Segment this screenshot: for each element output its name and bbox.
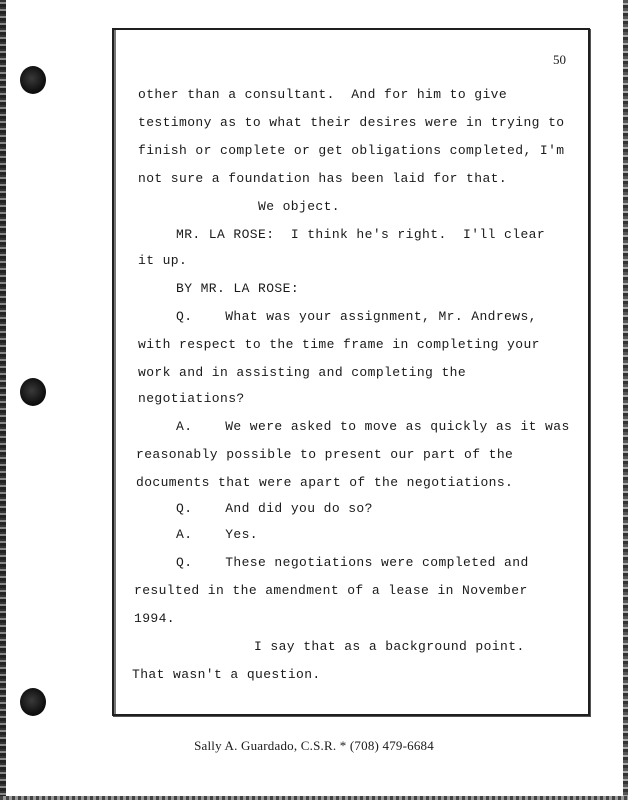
punch-hole-middle bbox=[20, 378, 46, 406]
transcript-line: Q. These negotiations were completed and bbox=[176, 555, 529, 570]
transcript-line: finish or complete or get obligations completed, I'm bbox=[138, 143, 565, 158]
transcript-line: it up. bbox=[138, 253, 188, 268]
transcript-line: negotiations? bbox=[138, 391, 245, 406]
transcript-page bbox=[112, 28, 590, 716]
scan-edge-bottom bbox=[0, 796, 628, 800]
transcript-line: not sure a foundation has been laid for that. bbox=[138, 171, 508, 186]
scan-edge-left bbox=[0, 0, 6, 800]
transcript-line: A. We were asked to move as quickly as it was bbox=[176, 419, 570, 434]
transcript-line: That wasn't a question. bbox=[132, 667, 321, 682]
reporter-footer: Sally A. Guardado, C.S.R. * (708) 479-6684 bbox=[194, 738, 434, 753]
punch-hole-top bbox=[20, 66, 46, 94]
transcript-line: reasonably possible to present our part of the bbox=[136, 447, 514, 462]
transcript-line: other than a consultant. And for him to give bbox=[138, 87, 508, 102]
transcript-line: with respect to the time frame in completing your bbox=[138, 337, 540, 352]
punch-hole-bottom bbox=[20, 688, 46, 716]
transcript-line: MR. LA ROSE: I think he's right. I'll clear bbox=[176, 227, 546, 242]
transcript-line: Q. And did you do so? bbox=[176, 501, 373, 516]
transcript-line: resulted in the amendment of a lease in November bbox=[134, 583, 528, 598]
scan-edge-right bbox=[623, 0, 628, 800]
transcript-line: Q. What was your assignment, Mr. Andrews, bbox=[176, 309, 537, 324]
transcript-line: 1994. bbox=[134, 611, 176, 626]
transcript-line: work and in assisting and completing the bbox=[138, 365, 467, 380]
transcript-line: documents that were apart of the negotiations. bbox=[136, 475, 514, 490]
transcript-line: I say that as a background point. bbox=[254, 639, 525, 654]
transcript-line: BY MR. LA ROSE: bbox=[176, 281, 300, 296]
transcript-line: We object. bbox=[258, 199, 341, 214]
transcript-line: testimony as to what their desires were in trying to bbox=[138, 115, 565, 130]
page-number: 50 bbox=[553, 52, 566, 67]
transcript-line: A. Yes. bbox=[176, 527, 259, 542]
